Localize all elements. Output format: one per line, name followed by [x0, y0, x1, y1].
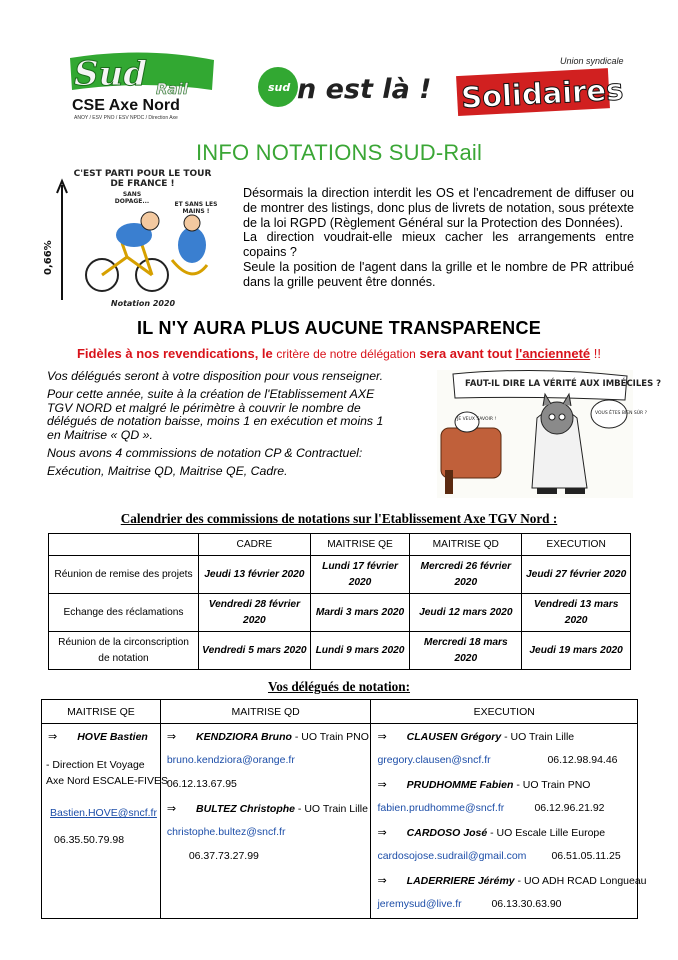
email-link[interactable]: gregory.clausen@sncf.fr: [377, 754, 491, 766]
anciennete-emphasis: l'ancienneté: [515, 346, 591, 361]
arrow-icon: ⇒: [377, 874, 387, 887]
delegate-name: BULTEZ Christophe: [196, 803, 296, 815]
table-cell: Lundi 9 mars 2020: [310, 632, 410, 670]
svg-text:Union syndicale: Union syndicale: [560, 56, 624, 66]
arrow-icon: ⇒: [166, 730, 177, 743]
phone: 06.13.30.63.90: [491, 898, 562, 910]
intro-text: [243, 186, 634, 290]
intro-paragraph: Désormais la direction interdit les OS et l'encadrement de diffuser ou de montrer des listings, donc plus de livrets de notation, sous prétexte de la loi RGPD (Règlement Général sur la Protection des Données).: [243, 186, 634, 230]
svg-text:FAUT-IL DIRE LA VÉRITÉ AUX IMB: FAUT-IL DIRE LA VÉRITÉ AUX IMBÉCILES ?: [465, 379, 662, 389]
table-row: [49, 632, 631, 670]
svg-text:VOUS ÊTES BIEN SÛR ?: VOUS ÊTES BIEN SÛR ?: [595, 411, 647, 416]
table-cell: Mercredi 18 mars 2020: [410, 632, 522, 670]
delegate-name: CLAUSEN Grégory: [406, 731, 502, 743]
table-cell: Jeudi 19 mars 2020: [522, 632, 631, 670]
phone: 06.12.96.21.92: [534, 802, 605, 814]
svg-text:Sud: Sud: [74, 54, 148, 94]
row-label: Réunion de la circonscription de notation: [49, 632, 199, 670]
on-est-la-logo: [255, 62, 432, 112]
phone: 06.35.50.79.98: [54, 834, 125, 846]
arrow-icon: ⇒: [48, 730, 58, 743]
calendar-caption: Calendrier des commissions de notations sur l'Etablissement Axe TGV Nord :: [120, 511, 558, 526]
sud-rail-logo: [64, 50, 224, 122]
column-header: MAITRISE QD: [160, 700, 371, 724]
table-row: [49, 556, 631, 594]
delegate-name: PRUDHOMME Fabien: [406, 779, 514, 791]
table-cell: Vendredi 5 mars 2020: [199, 632, 311, 670]
table-cell: Jeudi 27 février 2020: [522, 556, 631, 594]
email-link[interactable]: christophe.bultez@sncf.fr: [166, 826, 286, 838]
row-label: Echange des réclamations: [49, 594, 199, 632]
delegate-name: HOVE Bastien: [77, 731, 148, 743]
row-label: Réunion de remise des projets: [49, 556, 199, 594]
arrow-icon: ⇒: [377, 778, 387, 791]
column-header: MAITRISE QD: [410, 534, 522, 556]
intro-paragraph: La direction voudrait-elle mieux cacher les arrangements entre copains ?: [243, 230, 634, 260]
delegate-name: LADERRIERE Jérémy: [406, 875, 515, 887]
column-header: MAITRISE QE: [310, 534, 410, 556]
column-header: EXECUTION: [522, 534, 631, 556]
svg-text:Solidaires: Solidaires: [460, 72, 625, 115]
column-header: EXECUTION: [371, 700, 638, 724]
email-link[interactable]: bruno.kendziora@orange.fr: [166, 754, 295, 766]
column-header: CADRE: [199, 534, 311, 556]
intro-paragraph: Seule la position de l'agent dans la grille et le nombre de PR attribué dans la grille peuvent être donnés.: [243, 259, 634, 289]
email-link[interactable]: cardosojose.sudrail@gmail.com: [377, 850, 527, 862]
delegates-table: [41, 699, 647, 919]
delegates-info: Vos délégués seront à votre disposition pour vous renseigner. Pour cette année, suite à la création de l'Etablissement AXE TGV NORD et malgré le périmètre à couvrir le nombre de délégués de notation baisse, moins 1 en exécution et moins 1 en Maitrise « QD ». Nous avons 4 commissions de notation CP & Contractuel: Exécution, Maitrise QD, Maitrise QE, Cadre.: [47, 369, 384, 478]
cycling-cartoon: 0,66% C'EST PARTI POUR LE TOUR DE FRANCE ! SANS DOPAGE... ET SANS LES MAINS ! Notation 2020: [42, 165, 222, 310]
phone: 06.12.98.94.46: [547, 754, 618, 766]
headline: IL N'Y AURA PLUS AUCUNE TRANSPARENCE: [136, 318, 542, 338]
delegates-caption: Vos délégués de notation:: [267, 679, 411, 694]
table-cell: Vendredi 28 février 2020: [199, 594, 311, 632]
table-cell: Mardi 3 mars 2020: [310, 594, 410, 632]
svg-text:JE VEUX SAVOIR !: JE VEUX SAVOIR !: [457, 417, 497, 422]
svg-text:CSE Axe Nord: CSE Axe Nord: [72, 97, 180, 114]
svg-text:ANOY / ESV PNO / ESV NPDC / Di: ANOY / ESV PNO / ESV NPDC / Direction Axe: [74, 115, 178, 121]
qd-cell: ⇒ KENDZIORA Bruno - UO Train PNO bruno.kendziora@orange.fr 06.12.13.67.95 ⇒ BULTEZ Christophe - UO Train Lille christophe.bultez@sncf.fr 06.37.73.27.99: [160, 724, 371, 919]
table-cell: Lundi 17 février 2020: [310, 556, 410, 594]
arrow-icon: ⇒: [377, 730, 387, 743]
calendar-table: [48, 533, 631, 670]
arrow-icon: ⇒: [166, 802, 177, 815]
delegate-name: KENDZIORA Bruno: [196, 731, 292, 743]
phone: 06.37.73.27.99: [188, 850, 259, 862]
svg-text:n est là !: n est là !: [297, 74, 432, 105]
delegate-name: CARDOSO José: [406, 827, 488, 839]
exec-cell: ⇒ CLAUSEN Grégory - UO Train Lille gregory.clausen@sncf.fr 06.12.98.94.46 ⇒ PRUDHOMME Fabien - UO Train PNO fabien.prudhomme@sncf.fr 06.12.96.21.92 ⇒ CARDOSO José - UO Escale Lille Europe cardosojose.sudrail@gmail.com 06.51.05.11.25 ⇒ LADERRIERE Jérémy - UO ADH RCAD Longueau jeremysud@live.fr 06.13.30.63.90: [371, 724, 638, 919]
phone: 06.12.13.67.95: [166, 778, 237, 790]
arrow-icon: ⇒: [377, 826, 387, 839]
cat-cartoon: [437, 370, 662, 498]
qe-cell: ⇒ HOVE Bastien - Direction Et Voyage Axe Nord ESCALE-FIVES Bastien.HOVE@sncf.fr 06.35.50.79.98: [42, 724, 161, 919]
email-link[interactable]: fabien.prudhomme@sncf.fr: [377, 802, 505, 814]
table-cell: Jeudi 13 février 2020: [199, 556, 311, 594]
table-cell: Vendredi 13 mars 2020: [522, 594, 631, 632]
fidelity-statement: Fidèles à nos revendications, le critère de notre délégation sera avant tout l'ancienneté !!: [76, 346, 601, 361]
svg-text:sud: sud: [268, 81, 291, 94]
table-header-row: [42, 700, 638, 724]
table-cell: Mercredi 26 février 2020: [410, 556, 522, 594]
email-link[interactable]: jeremysud@live.fr: [377, 898, 462, 910]
column-header: MAITRISE QE: [42, 700, 161, 724]
email-link[interactable]: Bastien.HOVE@sncf.fr: [50, 807, 157, 819]
table-row: [49, 594, 631, 632]
phone: 06.51.05.11.25: [551, 850, 621, 862]
svg-text:Rail: Rail: [156, 80, 188, 98]
page-title: INFO NOTATIONS SUD-Rail: [195, 140, 483, 165]
table-cell: Jeudi 12 mars 2020: [410, 594, 522, 632]
svg-text:0,66%: 0,66%: [43, 240, 54, 275]
solidaires-logo: [455, 52, 625, 124]
table-header-row: [49, 534, 631, 556]
